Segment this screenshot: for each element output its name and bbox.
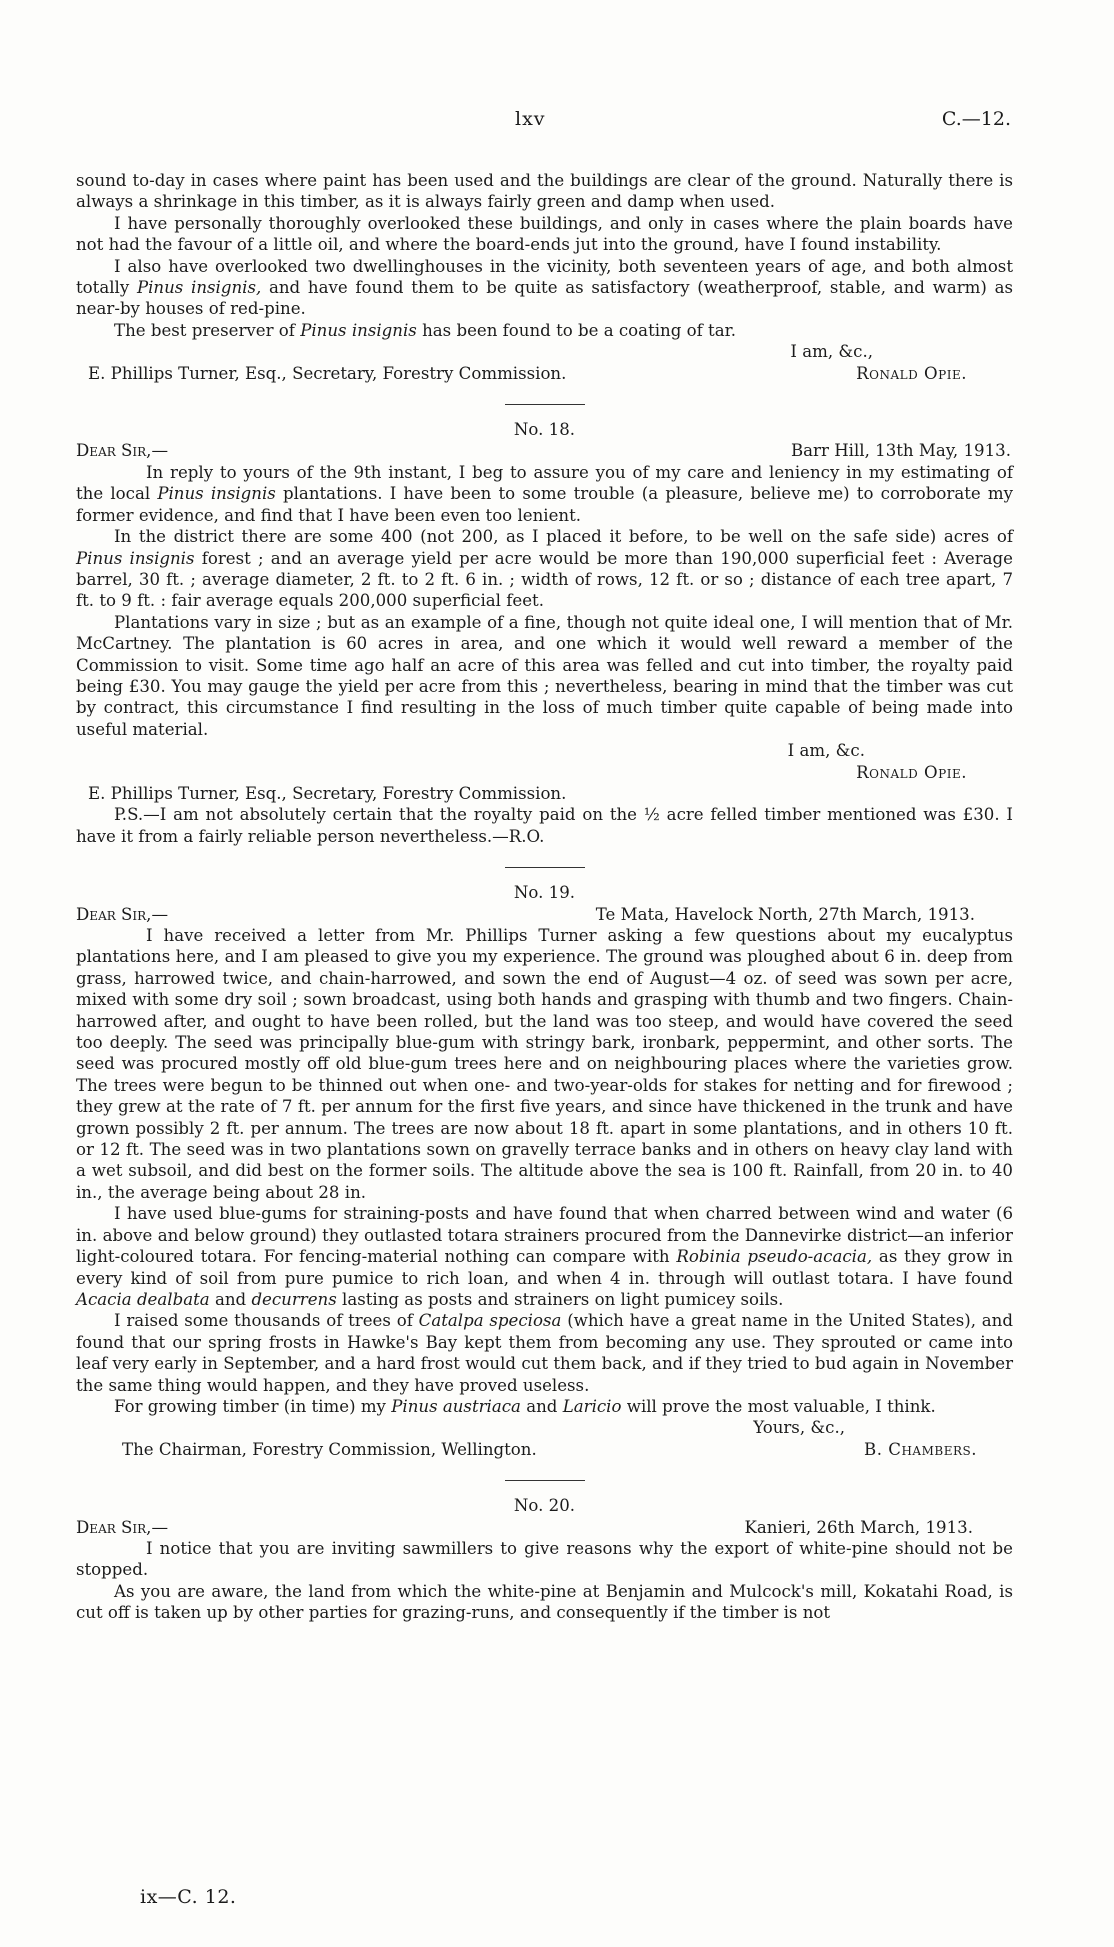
letter-20: [76, 1495, 1013, 1623]
letter-17-continuation: [76, 170, 1013, 384]
letter-number: No. 19.: [513, 883, 576, 903]
postscript: P.S.—I am not absolutely certain that the royalty paid on the ½ acre felled timber mentioned was £30. I have it from a fairly reliable person nevertheless.—R.O.: [76, 805, 1013, 846]
letter-number: No. 20.: [513, 1496, 576, 1516]
paragraph: In reply to yours of the 9th instant, I beg to assure you of my care and leniency in my estimating of the local Pinus insignis plantations. I have been to some trouble (a pleasure, believe me) to corroborate my former evidence, and find that I have been even too lenient.: [76, 462, 1013, 525]
addressee: E. Phillips Turner, Esq., Secretary, Forestry Commission.: [88, 363, 567, 383]
addressee: The Chairman, Forestry Commission, Wellington.: [122, 1439, 537, 1459]
paragraph: As you are aware, the land from which the white-pine at Benjamin and Mulcock's mill, Kokatahi Road, is cut off is taken up by other parties for grazing-runs, and consequently if the timber is not: [76, 1581, 1013, 1623]
letter-18: [76, 419, 1013, 847]
document-body: [76, 170, 1013, 1624]
signature: B. Chambers.: [864, 1439, 977, 1459]
place-date: Barr Hill, 13th May, 1913.: [790, 441, 1011, 461]
letter-19: [76, 882, 1013, 1460]
salutation: Dear Sir,—: [76, 904, 169, 924]
page-number: lxv: [515, 108, 546, 130]
paragraph: sound to-day in cases where paint has been used and the buildings are clear of the ground. Naturally there is always a shrinkage in this timber, as it is always fairly green and damp when used.: [76, 171, 1013, 212]
signature: Ronald Opie.: [856, 363, 967, 383]
paragraph: Plantations vary in size ; but as an example of a fine, though not quite ideal one, I will mention that of Mr. McCartney. The plantation is 60 acres in area, and one which it would well reward a member of the Commission to visit. Some time ago half an acre of this area was felled and cut into timber, the royalty paid being £30. You may gauge the yield per acre from this ; nevertheless, bearing in mind that the timber was cut by contract, this circumstance I find resulting in the loss of much timber quite capable of being made into useful material.: [76, 612, 1013, 739]
addressee: E. Phillips Turner, Esq., Secretary, Forestry Commission.: [88, 783, 567, 803]
paragraph: I notice that you are inviting sawmillers to give reasons why the export of white-pine should not be stopped.: [76, 1538, 1013, 1580]
paragraph: In the district there are some 400 (not 200, as I placed it before, to be well on the safe side) acres of Pinus insignis forest ; and an average yield per acre would be more than 190,000 superficial feet : Average barrel, 30 ft. ; average diameter, 2 ft. to 2 ft. 6 in. ; width of rows, 12 ft. or so ; distance of each tree apart, 7 ft. to 9 ft. : fair average equals 200,000 superficial feet.: [76, 527, 1013, 611]
salutation: Dear Sir,—: [76, 1517, 169, 1537]
paragraph: I have received a letter from Mr. Phillips Turner asking a few questions about my eucalyptus plantations here, and I am pleased to give you my experience. The ground was ploughed about 6 in. deep from grass, harrowed twice, and chain-harrowed, and sown the end of August—4 oz. of seed was sown per acre, mixed with some dry soil ; sown broadcast, using both hands and grasping with thumb and two fingers. Chain-harrowed after, and ought to have been rolled, but the land was too steep, and would have covered the seed too deeply. The seed was principally blue-gum with stringy bark, ironbark, peppermint, and other sorts. The seed was procured mostly off old blue-gum trees here and on neighbouring places where the varieties grow. The trees were begun to be thinned out when one- and two-year-olds for stakes for netting and for firewood ; they grew at the rate of 7 ft. per annum for the first five years, and since have thickened in the trunk and have grown possibly 2 ft. per annum. The trees are now about 18 ft. apart in some plantations, and in others 10 ft. or 12 ft. The seed was in two plantations sown on gravelly terrace banks and in others on heavy clay land with a wet subsoil, and did best on the former soils. The altitude above the sea is 100 ft. Rainfall, from 20 in. to 40 in., the average being about 28 in.: [76, 926, 1013, 1202]
closing: I am, &c.,: [790, 342, 873, 362]
paragraph: I raised some thousands of trees of Catalpa speciosa (which have a great name in the United States), and found that our spring frosts in Hawke's Bay kept them from becoming any use. They sprouted or came into leaf very early in September, and a hard frost would cut them back, and if they tried to bud again in November the same thing would happen, and they have proved useless.: [76, 1311, 1013, 1395]
closing: Yours, &c.,: [753, 1418, 845, 1438]
place-date: Te Mata, Havelock North, 27th March, 1913.: [595, 904, 975, 924]
page-header: [0, 108, 1114, 138]
letter-number: No. 18.: [513, 420, 576, 440]
salutation: Dear Sir,—: [76, 441, 169, 461]
section-divider: [505, 1480, 585, 1481]
closing: I am, &c.: [787, 741, 865, 761]
signature-mark: ix—C. 12.: [140, 1886, 237, 1908]
section-divider: [505, 404, 585, 405]
paragraph: I also have overlooked two dwellinghouses in the vicinity, both seventeen years of age, and both almost totally Pinus insignis, and have found them to be quite as satisfactory (weatherproof, stable, and warm) as near-by houses of red-pine.: [76, 256, 1013, 319]
paragraph: I have personally thoroughly overlooked these buildings, and only in cases where the plain boards have not had the favour of a little oil, and where the board-ends jut into the ground, have I found instability.: [76, 213, 1013, 255]
paragraph: For growing timber (in time) my Pinus austriaca and Laricio will prove the most valuable, I think.: [114, 1396, 936, 1416]
paragraph: I have used blue-gums for straining-posts and have found that when charred between wind and water (6 in. above and below ground) they outlasted totara strainers procured from the Dannevirke district—an inferior light-coloured totara. For fencing-material nothing can compare with Robinia pseudo-acacia, as they grow in every kind of soil from pure pumice to rich loan, and when 4 in. through will outlast totara. I have found Acacia dealbata and decurrens lasting as posts and strainers on light pumicey soils.: [76, 1204, 1013, 1309]
place-date: Kanieri, 26th March, 1913.: [744, 1517, 973, 1537]
paragraph: The best preserver of Pinus insignis has been found to be a coating of tar.: [114, 320, 736, 340]
section-divider: [505, 867, 585, 868]
signature: Ronald Opie.: [856, 762, 967, 782]
document-reference: C.—12.: [941, 108, 1011, 130]
